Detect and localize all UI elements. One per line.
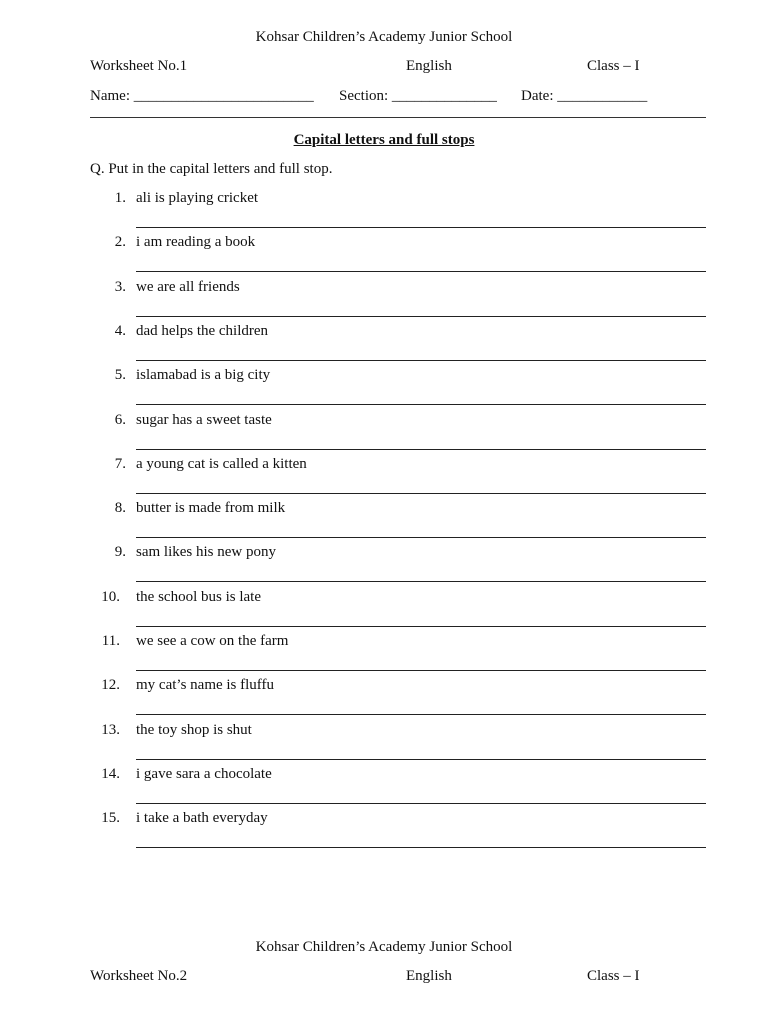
- item-number: 3.: [114, 278, 126, 295]
- item-sentence: islamabad is a big city: [136, 367, 271, 384]
- item-number: 9.: [114, 544, 126, 561]
- item-number: 10.: [101, 588, 120, 605]
- item-sentence: i am reading a book: [136, 234, 256, 251]
- worksheet-number: Worksheet No.1: [90, 58, 188, 74]
- question-instruction: Q. Put in the capital letters and full stop.: [90, 161, 333, 177]
- item-number: 6.: [114, 411, 126, 428]
- worksheet-title: Capital letters and full stops: [293, 132, 475, 148]
- answer-line[interactable]: [136, 449, 706, 450]
- item-sentence: butter is made from milk: [136, 500, 286, 517]
- answer-line[interactable]: [136, 626, 706, 627]
- worksheet-number-2: Worksheet No.2: [90, 968, 188, 984]
- item-sentence: the school bus is late: [136, 588, 261, 605]
- item-number: 5.: [114, 367, 126, 384]
- answer-line[interactable]: [136, 803, 706, 804]
- subject: English: [406, 58, 452, 74]
- name-field[interactable]: Name: ________________________: [90, 88, 314, 104]
- header-divider: [90, 117, 706, 118]
- answer-line[interactable]: [136, 360, 706, 361]
- class-label: Class – I: [587, 58, 640, 74]
- item-sentence: my cat’s name is fluffu: [136, 677, 275, 694]
- answer-line[interactable]: [136, 759, 706, 760]
- item-number: 11.: [101, 633, 120, 649]
- item-number: 2.: [114, 234, 126, 251]
- item-number: 14.: [101, 765, 120, 782]
- answer-line[interactable]: [136, 714, 706, 715]
- school-name: Kohsar Children’s Academy Junior School: [255, 29, 513, 45]
- item-sentence: a young cat is called a kitten: [136, 455, 307, 472]
- answer-line[interactable]: [136, 227, 706, 228]
- item-sentence: we see a cow on the farm: [136, 633, 289, 649]
- answer-line[interactable]: [136, 493, 706, 494]
- item-number: 4.: [114, 322, 126, 339]
- item-sentence: sam likes his new pony: [136, 544, 276, 561]
- item-sentence: ali is playing cricket: [136, 190, 259, 206]
- answer-line[interactable]: [136, 271, 706, 272]
- answer-line[interactable]: [136, 847, 706, 848]
- answer-line[interactable]: [136, 670, 706, 671]
- item-number: 15.: [101, 810, 120, 827]
- item-number: 13.: [101, 721, 120, 738]
- answer-line[interactable]: [136, 316, 706, 317]
- answer-line[interactable]: [136, 404, 706, 405]
- item-number: 12.: [101, 677, 120, 694]
- item-number: 8.: [114, 500, 126, 517]
- school-name-2: Kohsar Children’s Academy Junior School: [255, 939, 513, 955]
- item-sentence: i take a bath everyday: [136, 810, 268, 827]
- item-sentence: the toy shop is shut: [136, 721, 252, 738]
- item-sentence: we are all friends: [136, 278, 240, 295]
- item-number: 7.: [114, 455, 126, 472]
- answer-line[interactable]: [136, 581, 706, 582]
- item-sentence: sugar has a sweet taste: [136, 411, 272, 428]
- class-label-2: Class – I: [587, 968, 640, 984]
- item-sentence: i gave sara a chocolate: [136, 765, 272, 782]
- date-field[interactable]: Date: ____________: [521, 88, 648, 104]
- item-sentence: dad helps the children: [136, 322, 269, 339]
- subject-2: English: [406, 968, 452, 984]
- answer-line[interactable]: [136, 537, 706, 538]
- section-field[interactable]: Section: ______________: [339, 88, 497, 104]
- item-number: 1.: [114, 190, 126, 206]
